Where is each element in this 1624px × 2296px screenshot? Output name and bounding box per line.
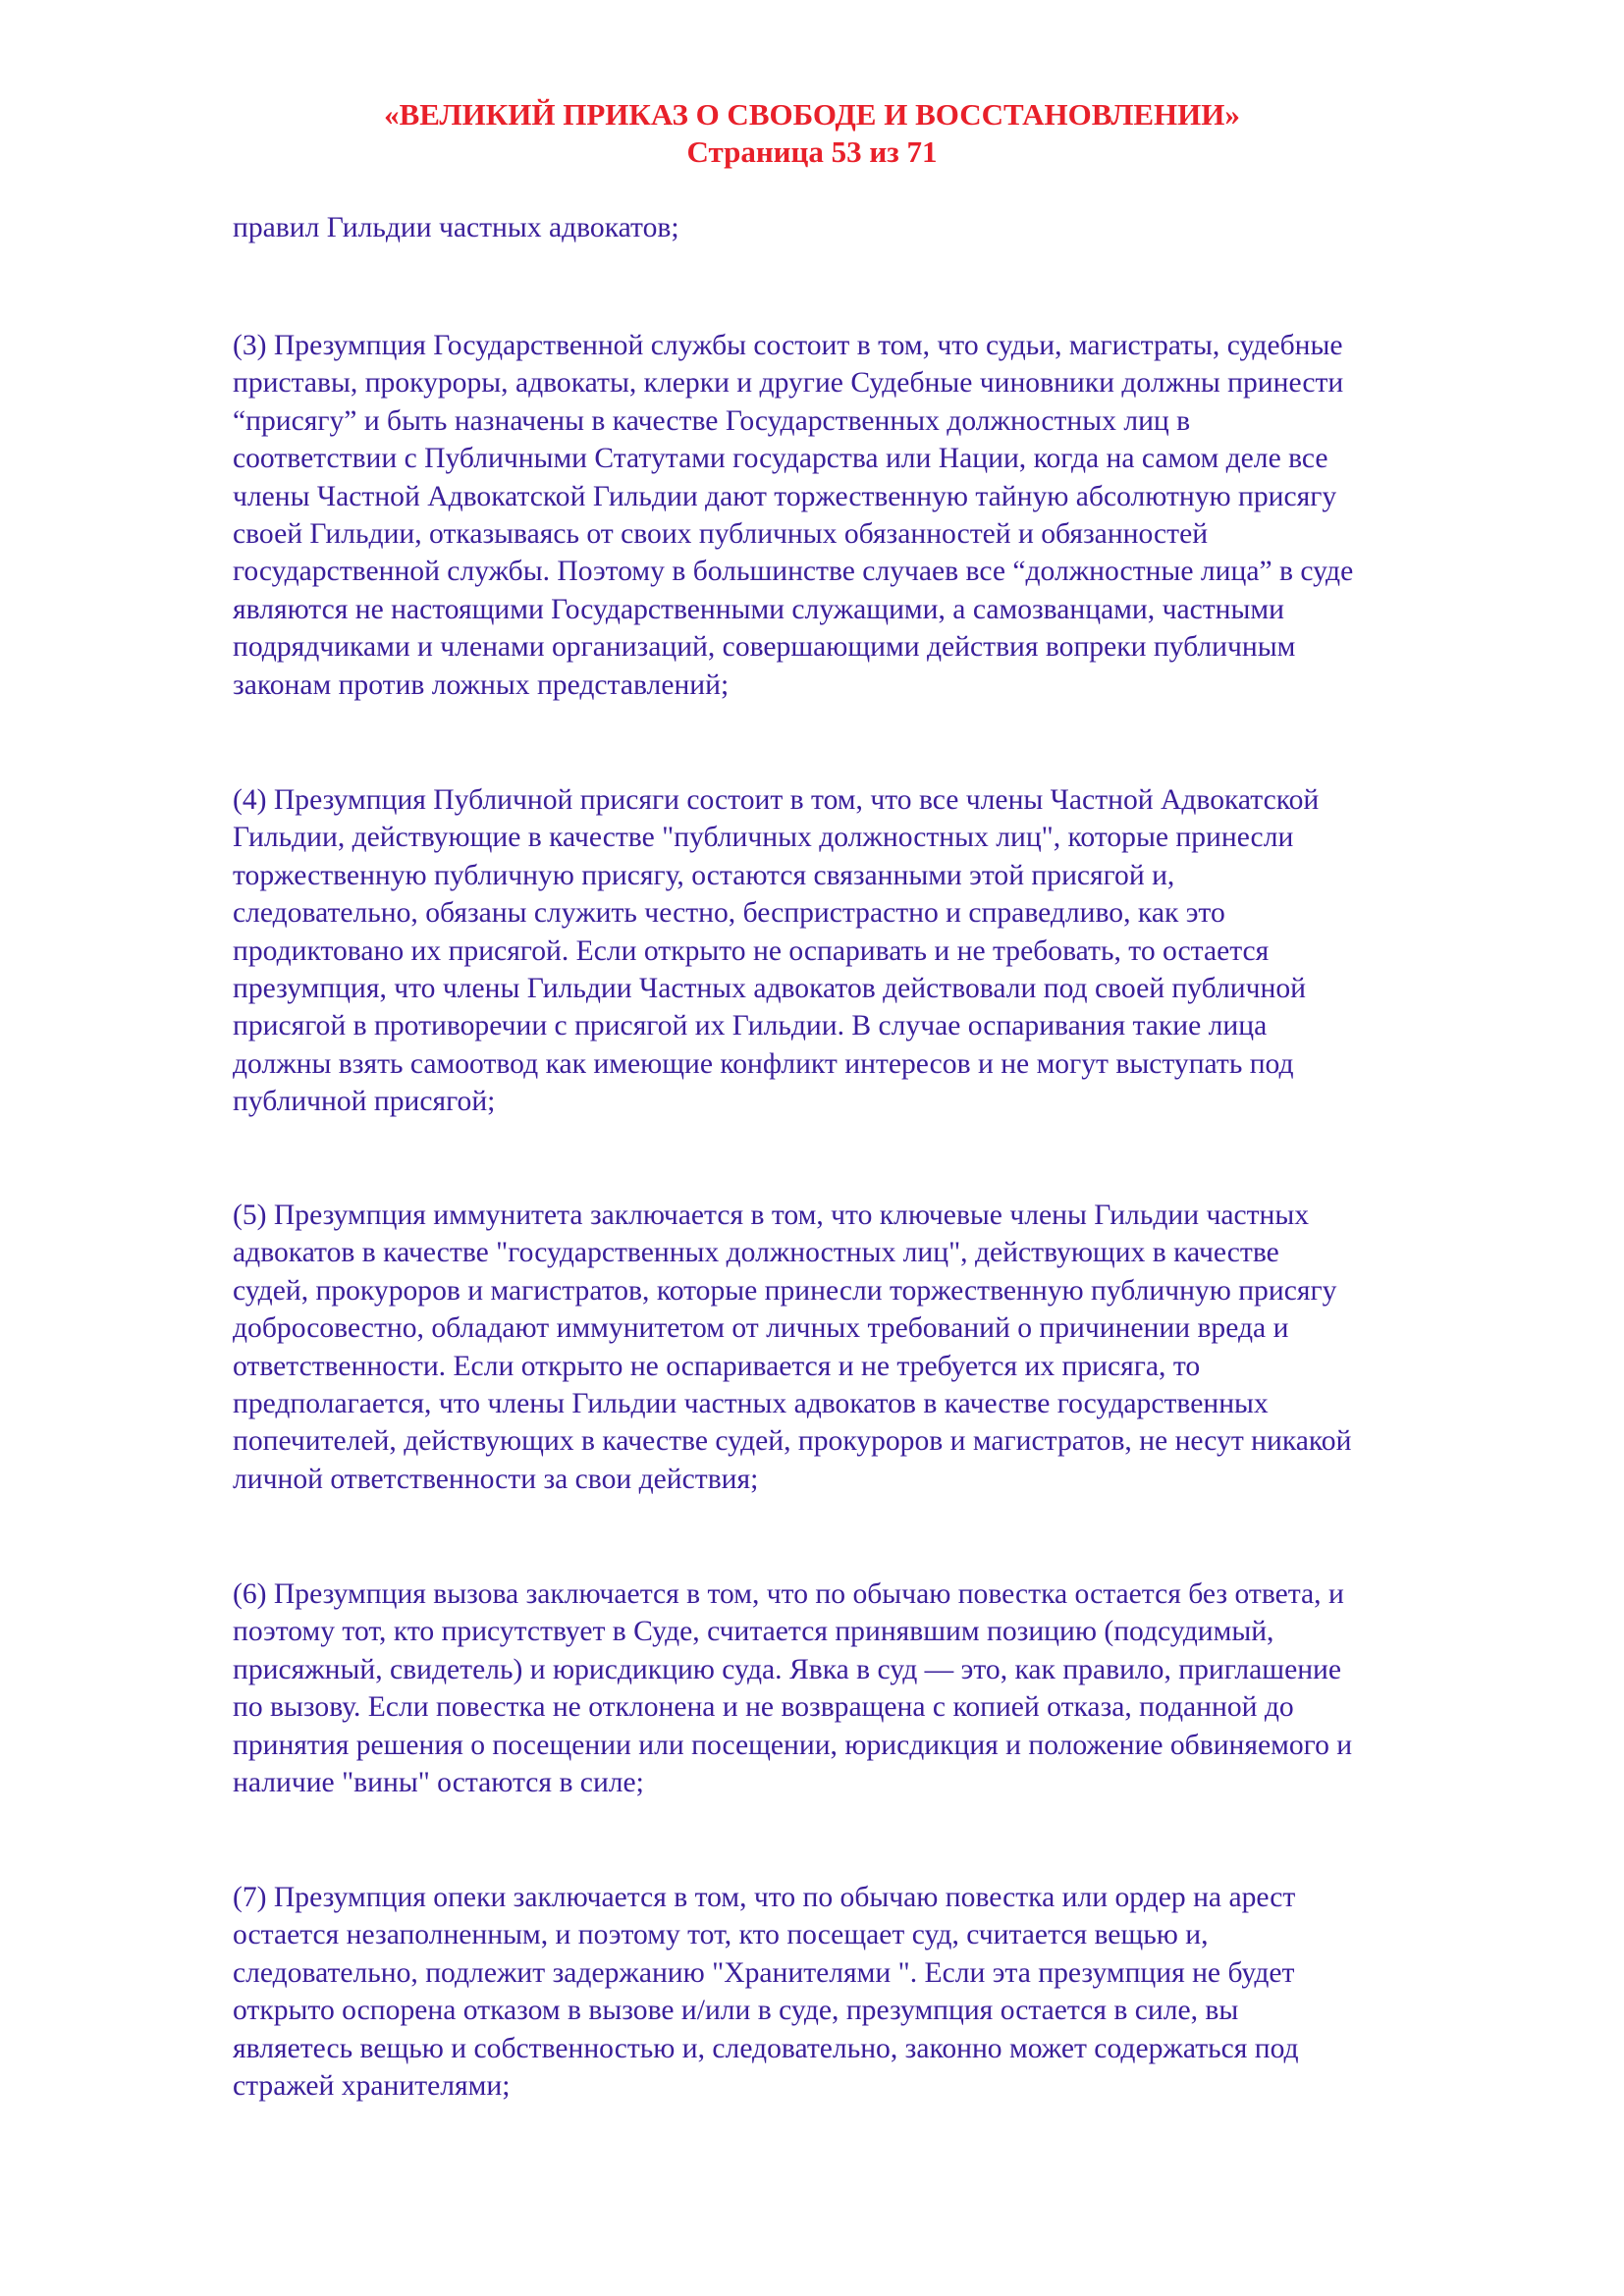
text-line: присяжный, свидетель) и юрисдикцию суда. Явка в суд — это, как правило, приглашение (233, 1653, 1342, 1685)
text-line: судей, прокуроров и магистратов, которые принесли торжественную публичную присягу (233, 1274, 1337, 1307)
text-line: соответствии с Публичными Статутами государства или Нации, когда на самом деле все (233, 443, 1328, 475)
text-line: законам против ложных представлений; (233, 668, 730, 701)
text-line: (6) Презумпция вызова заключается в том, что по обычаю повестка остается без ответа, и (233, 1578, 1344, 1610)
text-line: правил Гильдии частных адвокатов; (233, 212, 679, 243)
text-line: Гильдии, действующие в качестве "публичных должностных лиц", которые принесли (233, 822, 1294, 854)
paragraph-4 (233, 781, 1529, 1121)
text-line: предполагается, что члены Гильдии частных адвокатов в качестве государственных (233, 1388, 1269, 1420)
text-line: добросовестно, обладают иммунитетом от личных требований о причинении вреда и (233, 1312, 1289, 1345)
text-line: подрядчиками и членами организаций, совершающими действия вопреки публичным (233, 631, 1296, 664)
text-line: адвокатов в качестве "государственных должностных лиц", действующих в качестве (233, 1237, 1279, 1269)
text-line: (7) Презумпция опеки заключается в том, что по обычаю повестка или ордер на арест (233, 1882, 1296, 1913)
paragraph-6 (233, 1575, 1529, 1801)
text-line: торжественную публичную присягу, остаются связанными этой присягой и, (233, 859, 1175, 891)
text-line: ответственности. Если открыто не оспаривается и не требуется их присяга, то (233, 1350, 1201, 1382)
text-line: продиктовано их присягой. Если открыто не оспаривать и не требовать, то остается (233, 934, 1270, 967)
document-title: «ВЕЛИКИЙ ПРИКАЗ О СВОБОДЕ И ВОССТАНОВЛЕНИИ» (384, 97, 1240, 132)
text-line: являются не настоящими Государственными служащими, а самозванцами, частными (233, 593, 1284, 625)
text-line: члены Частной Адвокатской Гильдии дают торжественную тайную абсолютную присягу (233, 480, 1337, 512)
paragraph-7 (233, 1879, 1529, 2105)
text-line: следовательно, обязаны служить честно, беспристрастно и справедливо, как это (233, 897, 1225, 930)
text-line: являетесь вещью и собственностью и, следовательно, законно может содержаться под (233, 2032, 1299, 2064)
text-line: попечителей, действующих в качестве судей, прокуроров и магистратов, не несут никакой (233, 1425, 1352, 1458)
text-line: (5) Презумпция иммунитета заключается в том, что ключевые члены Гильдии частных (233, 1200, 1310, 1231)
text-line: своей Гильдии, отказываясь от своих публичных обязанностей и обязанностей (233, 518, 1209, 551)
text-line: личной ответственности за свои действия; (233, 1463, 759, 1495)
text-line: стражей хранителями; (233, 2070, 511, 2103)
text-line: государственной службы. Поэтому в большинстве случаев все “должностные лица” в суде (233, 556, 1354, 588)
text-line: по вызову. Если повестка не отклонена и не возвращена с копией отказа, поданной до (233, 1691, 1294, 1724)
text-line: принятия решения о посещении или посещении, юрисдикция и положение обвиняемого и (233, 1729, 1353, 1761)
paragraph-5 (233, 1197, 1529, 1498)
text-line: “присягу” и быть назначены в качестве Государственных должностных лиц в (233, 404, 1191, 437)
text-line: наличие "вины" остаются в силе; (233, 1767, 644, 1799)
text-line: (4) Презумпция Публичной присяги состоит в том, что все члены Частной Адвокатской (233, 784, 1320, 816)
text-line: остается незаполненным, и поэтому тот, кто посещает суд, считается вещью и, (233, 1919, 1209, 1951)
paragraph-continuation (233, 209, 1529, 246)
text-line: открыто оспорена отказом в вызове и/или в суде, презумпция остается в силе, вы (233, 1995, 1239, 2027)
text-line: присягой в противоречии с присягой их Гильдии. В случае оспаривания такие лица (233, 1010, 1268, 1042)
text-line: приставы, прокуроры, адвокаты, клерки и другие Судебные чиновники должны принести (233, 367, 1344, 400)
paragraph-3 (233, 327, 1529, 704)
page-number: Страница 53 из 71 (686, 134, 938, 169)
page-header (0, 96, 1624, 171)
text-line: следовательно, подлежит задержанию "Хранителями ". Если эта презумпция не будет (233, 1956, 1295, 1989)
text-line: публичной присягой; (233, 1086, 496, 1118)
text-line: презумпция, что члены Гильдии Частных адвокатов действовали под своей публичной (233, 973, 1306, 1005)
text-line: должны взять самоотвод как имеющие конфликт интересов и не могут выступать под (233, 1047, 1294, 1080)
text-line: поэтому тот, кто присутствует в Суде, считается принявшим позицию (подсудимый, (233, 1616, 1274, 1648)
text-line: (3) Презумпция Государственной службы состоит в том, что судьи, магистраты, судебные (233, 330, 1343, 361)
